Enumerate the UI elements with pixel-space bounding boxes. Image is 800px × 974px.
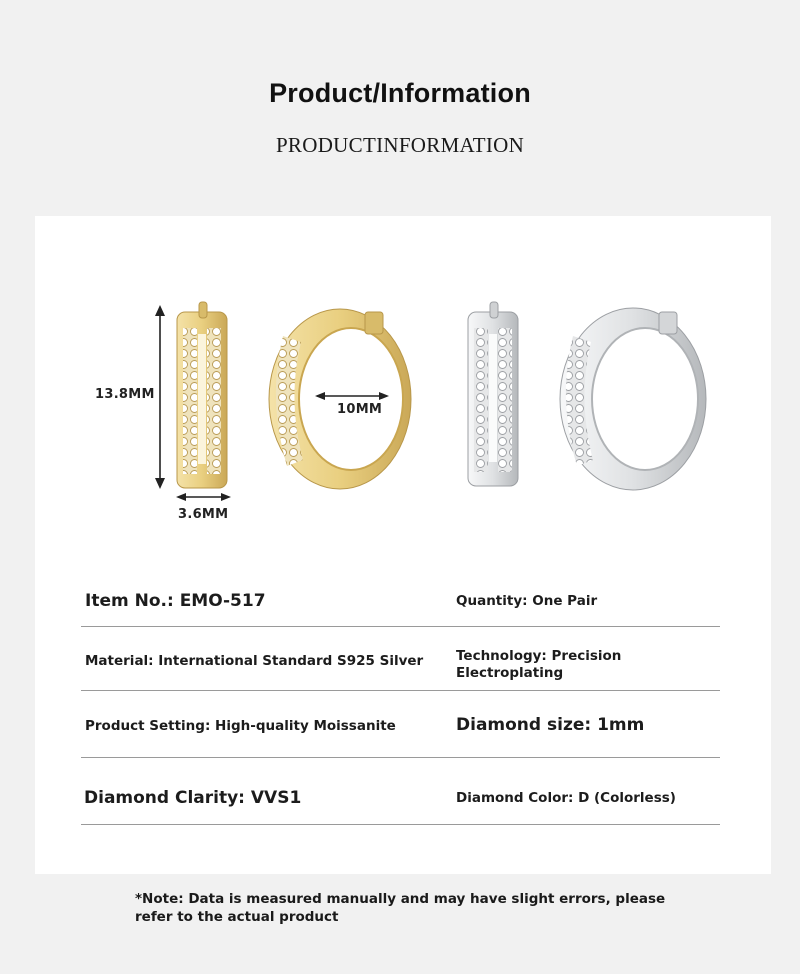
diamond-size: Diamond size: 1mm <box>456 715 645 735</box>
spec-row <box>81 758 720 825</box>
diameter-label: 10MM <box>337 402 383 417</box>
width-dimension-line <box>176 493 231 501</box>
quantity: Quantity: One Pair <box>456 593 598 609</box>
height-dimension-line <box>155 305 165 489</box>
earring-illustration <box>35 216 771 536</box>
measurement-note: *Note: Data is measured manually and may have slight errors, please refer to the actual product <box>135 891 666 925</box>
diamond-clarity: Diamond Clarity: VVS1 <box>84 788 302 808</box>
spec-row <box>81 578 720 627</box>
height-label: 13.8MM <box>95 387 155 402</box>
material: Material: International Standard S925 Silver <box>85 653 424 669</box>
item-number: Item No.: EMO-517 <box>85 591 266 611</box>
spec-row <box>81 627 720 691</box>
page-title: Product/Information <box>269 78 531 108</box>
product-setting: Product Setting: High-quality Moissanite <box>85 718 396 734</box>
gold-earring-hoop-view <box>269 309 411 489</box>
technology: Technology: Precision Electroplating <box>456 648 622 681</box>
diamond-color: Diamond Color: D (Colorless) <box>456 790 676 806</box>
spec-table <box>81 578 720 825</box>
product-card <box>35 216 771 874</box>
silver-earring-hoop-view <box>560 308 706 490</box>
width-label: 3.6MM <box>178 507 229 522</box>
spec-row <box>81 691 720 758</box>
gold-earring-side-view <box>177 302 227 488</box>
page-subtitle: PRODUCTINFORMATION <box>275 133 525 157</box>
product-figure <box>35 216 771 536</box>
silver-earring-side-view <box>468 302 518 486</box>
